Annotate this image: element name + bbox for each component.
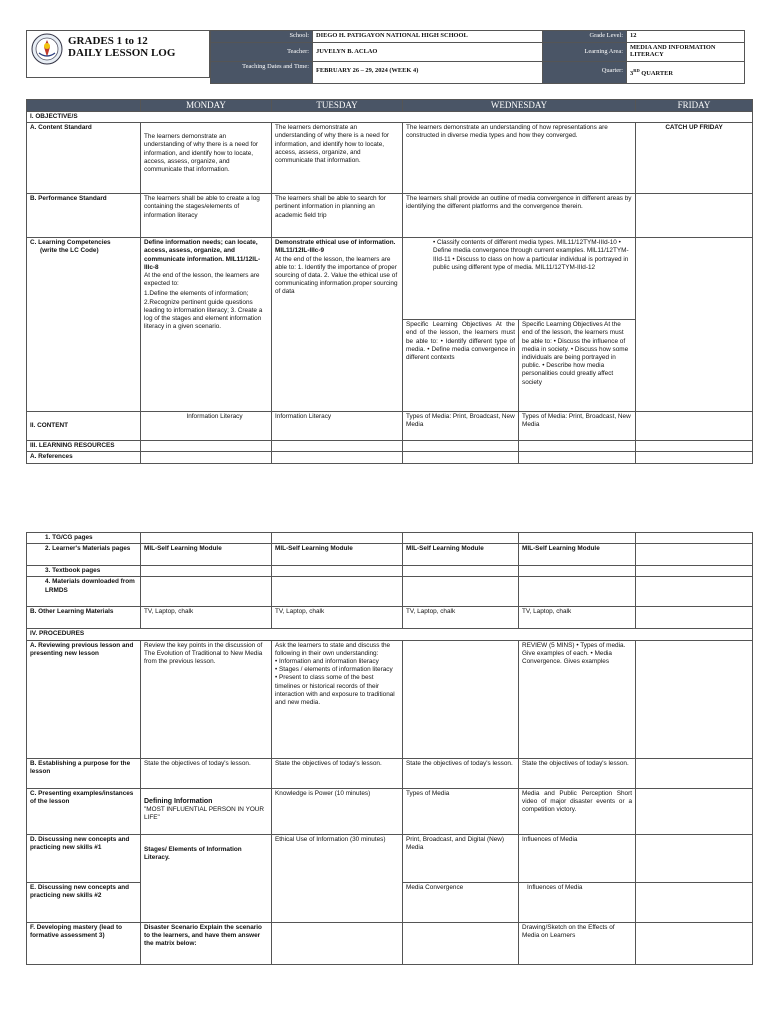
deped-seal-icon <box>31 33 63 65</box>
content-tuesday: Information Literacy <box>272 412 403 441</box>
lm-pages-tuesday: MIL-Self Learning Module <box>272 544 403 566</box>
proc-d-thursday: Influences of Media <box>519 834 636 882</box>
quarter-label: Quarter: <box>543 62 627 84</box>
proc-e-wednesday: Media Convergence <box>403 882 519 922</box>
content-label: II. CONTENT <box>27 412 141 441</box>
competencies-friday <box>636 238 753 412</box>
day-header-tuesday: TUESDAY <box>272 100 403 112</box>
learning-area-value: MEDIA AND INFORMATION LITERACY <box>627 43 745 62</box>
proc-c-label: C. Presenting examples/instances of the lesson <box>27 788 141 834</box>
lm-pages-thursday: MIL-Self Learning Module <box>519 544 636 566</box>
content-standard-wed-thu: The learners demonstrate an understanding of how representations are constructed in diverse media types and how they converged. <box>403 123 636 194</box>
competencies-label: C. Learning Competencies (write the LC Code) <box>27 238 141 412</box>
day-header-friday: FRIDAY <box>636 100 753 112</box>
proc-b-monday: State the objectives of today's lesson. <box>141 758 272 788</box>
content-wednesday: Types of Media: Print, Broadcast, New Media <box>403 412 519 441</box>
lm-pages-wednesday: MIL-Self Learning Module <box>403 544 519 566</box>
proc-b-wednesday: State the objectives of today's lesson. <box>403 758 519 788</box>
proc-f-label: F. Developing mastery (lead to formative assessment 3) <box>27 922 141 964</box>
proc-c-monday: Defining Information "MOST INFLUENTIAL PERSON IN YOUR LIFE" <box>141 788 272 834</box>
objectives-wednesday: Specific Learning Objectives At the end of the lesson, the learners must be able to: • Identify different type of media. • Define media convergence in different contexts <box>403 320 519 412</box>
lm-pages-label: 2. Learner's Materials pages <box>27 544 141 566</box>
catch-up-friday: CATCH UP FRIDAY <box>636 123 753 194</box>
proc-a-tuesday: Ask the learners to state and discuss the following in their own understanding: • Information and information literacy • Stages / elements of information literacy • Present to class some of the best timelines or historical records of their interaction with and exposure to traditional and new media. <box>272 640 403 758</box>
proc-e-label: E. Discussing new concepts and practicing new skills #2 <box>27 882 141 922</box>
tg-pages-label: 1. TG/CG pages <box>27 533 141 544</box>
competencies-monday: Define information needs; can locate, access, assess, organize, and communicate information. MIL11/12IL-IIIc-8 At the end of the lesson, the learners are expected to: 1.Define the elements of information; 2.Recognize pertinent guide questions leading to information literacy; 3. Create a log of the stages and element information literacy in a given scenario. <box>141 238 272 412</box>
quarter-value: 3RD QUARTER <box>627 62 745 84</box>
day-header-blank <box>27 100 141 112</box>
learning-area-label: Learning Area: <box>543 43 627 62</box>
proc-f-monday: Disaster Scenario Explain the scenario to the learners, and have them answer the matrix below: <box>141 922 272 964</box>
proc-b-tuesday: State the objectives of today's lesson. <box>272 758 403 788</box>
references-label: A. References <box>27 452 141 463</box>
performance-standard-wed-thu: The learners shall provide an outline of media convergence in different areas by identifying the different platforms and the convergence therein. <box>403 194 636 238</box>
content-standard-label: A. Content Standard <box>27 123 141 194</box>
proc-d-monday: Stages/ Elements of Information Literacy. <box>141 834 272 922</box>
school-value: DIEGO H. PATIGAYON NATIONAL HIGH SCHOOL <box>313 31 543 43</box>
form-title: GRADES 1 to 12 <box>68 35 148 47</box>
proc-e-thursday: Influences of Media <box>519 882 636 922</box>
other-materials-thursday: TV, Laptop, chalk <box>519 607 636 629</box>
performance-standard-label: B. Performance Standard <box>27 194 141 238</box>
content-friday <box>636 412 753 441</box>
other-materials-monday: TV, Laptop, chalk <box>141 607 272 629</box>
performance-standard-friday <box>636 194 753 238</box>
competencies-wed-thu: • Classify contents of different media types. MIL11/12TYM-IIId-10 • Define media convergence through current examples. MIL11/12TYM-IIId-11 • Discuss to class on how a particular individual is portrayed in public using different type of media. MIL11/12TYM-IIId-12 <box>403 238 636 320</box>
lrmds-materials-label: 4. Materials downloaded from LRMDS <box>27 577 141 607</box>
day-header-monday: MONDAY <box>141 100 272 112</box>
proc-a-label: A. Reviewing previous lesson and presenting new lesson <box>27 640 141 758</box>
grade-level-label: Grade Level: <box>543 31 627 43</box>
proc-b-thursday: State the objectives of today's lesson. <box>519 758 636 788</box>
proc-f-thursday: Drawing/Sketch on the Effects of Media on Learners <box>519 922 636 964</box>
lm-pages-monday: MIL-Self Learning Module <box>141 544 272 566</box>
competencies-tuesday: Demonstrate ethical use of information. MIL11/12IL-IIIc-9 At the end of the lesson, the learners are able to: 1. Identify the importance of proper sourcing of data. 2. Value the ethical use of communicating information.proper sourcing of data <box>272 238 403 412</box>
proc-b-label: B. Establishing a purpose for the lesson <box>27 758 141 788</box>
other-materials-tuesday: TV, Laptop, chalk <box>272 607 403 629</box>
lesson-log-table-bottom <box>26 532 753 965</box>
performance-standard-monday: The learners shall be able to create a log containing the stages/elements of information literacy <box>141 194 272 238</box>
proc-d-label: D. Discussing new concepts and practicing new skills #1 <box>27 834 141 882</box>
proc-d-wednesday: Print, Broadcast, and Digital (New) Media <box>403 834 519 882</box>
other-materials-label: B. Other Learning Materials <box>27 607 141 629</box>
lesson-log-table-top <box>26 99 753 464</box>
proc-c-thursday: Media and Public Perception Short video of major disaster events or a competition victory. <box>519 788 636 834</box>
teacher-label: Teacher: <box>211 43 313 62</box>
day-header-wednesday: WEDNESDAY <box>403 100 636 112</box>
teacher-value: JUVELYN B. ACLAO <box>313 43 543 62</box>
proc-a-monday: Review the key points in the discussion of The Evolution of Traditional to New Media from the previous lesson. <box>141 640 272 758</box>
textbook-pages-label: 3. Textbook pages <box>27 566 141 577</box>
form-subtitle: DAILY LESSON LOG <box>68 47 176 59</box>
proc-a-wednesday <box>403 640 519 758</box>
grade-level-value: 12 <box>627 31 745 43</box>
section-procedures-title: IV. PROCEDURES <box>27 629 753 640</box>
dates-label: Teaching Dates and Time: <box>211 62 313 84</box>
learning-resources-label: III. LEARNING RESOURCES <box>27 441 141 452</box>
proc-c-wednesday: Types of Media <box>403 788 519 834</box>
content-standard-tuesday: The learners demonstrate an understanding of why there is a need for information, and identify how to locate, access, assess, organize, and communicate that information. <box>272 123 403 194</box>
content-thursday: Types of Media: Print, Broadcast, New Media <box>519 412 636 441</box>
performance-standard-tuesday: The learners shall be able to search for pertinent information in planning an academic field trip <box>272 194 403 238</box>
dates-value: FEBRUARY 26 – 29, 2024 (WEEK 4) <box>313 62 543 84</box>
school-label: School: <box>211 31 313 43</box>
content-monday: Information Literacy <box>141 412 272 441</box>
proc-c-tuesday: Knowledge is Power (10 minutes) <box>272 788 403 834</box>
content-standard-monday: The learners demonstrate an understanding of why there is a need for information, and identify how to locate, access, assess, organize, and communicate that information. <box>141 123 272 194</box>
header-info-table <box>210 30 745 84</box>
other-materials-wednesday: TV, Laptop, chalk <box>403 607 519 629</box>
proc-a-thursday: REVIEW (5 MINS) • Types of media. Give examples of each. • Media Convergence. Gives examples <box>519 640 636 758</box>
proc-d-tuesday: Ethical Use of Information (30 minutes) <box>272 834 403 922</box>
section-objectives-title: I. OBJECTIVE/S <box>27 112 753 123</box>
objectives-thursday: Specific Learning Objectives At the end of the lesson, the learners must be able to: • Discuss the influence of media in society. • Discuss how some individuals are being portrayed in public. • Describe how media personalities could greatly affect society <box>519 320 636 412</box>
